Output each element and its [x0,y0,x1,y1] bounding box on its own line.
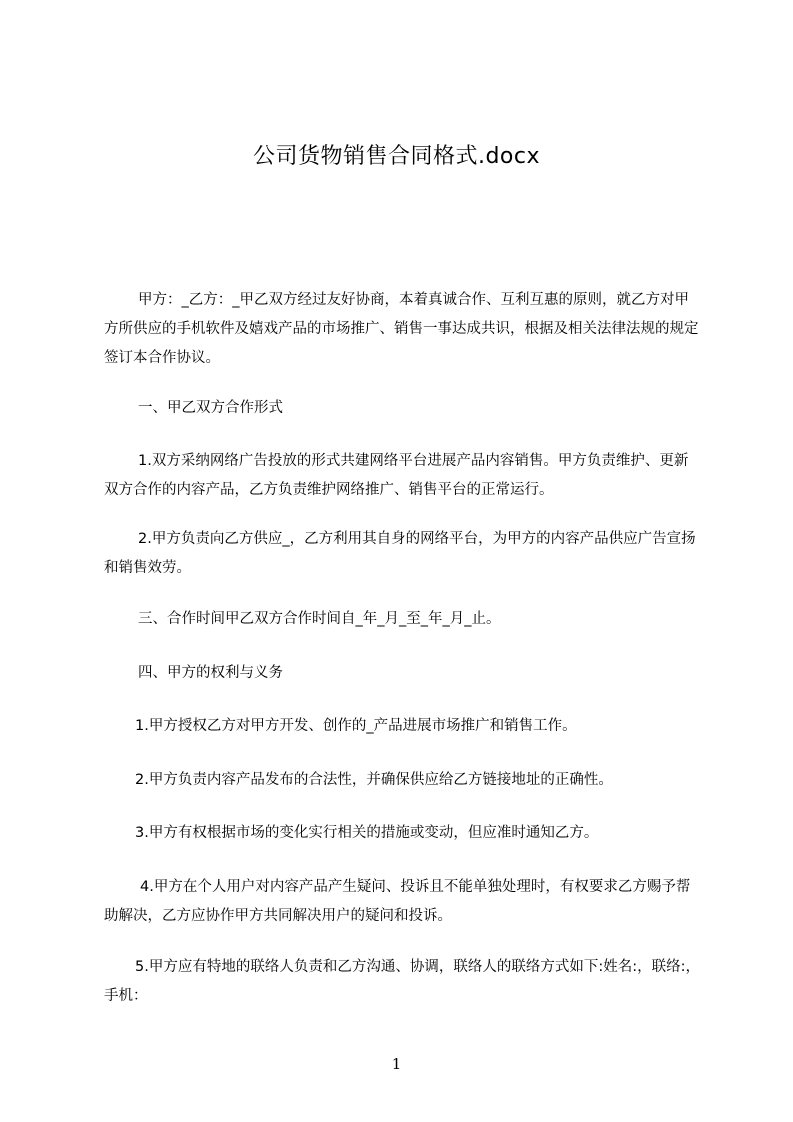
clause-4-3: 3.甲方有权根据市场的变化实行相关的措施或变动，但应准时通知乙方。 [135,825,599,841]
section-heading-cooperation-form: 一、甲乙双方合作形式 [138,400,283,416]
clause-4-2: 2.甲方负责内容产品发布的合法性，并确保供应给乙方链接地址的正确性。 [135,772,613,788]
section-heading-party-a-rights: 四、甲方的权利与义务 [138,665,283,681]
document-title: 公司货物销售合同格式.docx [252,144,541,169]
clause-1-1: 1.双方采纳网络广告投放的形式共建网络平台进展产品内容销售。甲方负责维护、更新双方合作的内容产品，乙方负责维护网络推广、销售平台的正常运行。 [104,453,689,498]
page-number: 1 [391,1055,402,1073]
clause-4-4: 4.甲方在个人用户对内容产品产生疑问、投诉且不能单独处理时，有权要求乙方赐予帮助解决，乙方应协作甲方共同解决用户的疑问和投诉。 [104,879,691,924]
intro-paragraph: 甲方：_乙方：_甲乙双方经过友好协商，本着真诚合作、互利互惠的原则，就乙方对甲方所供应的手机软件及嬉戏产品的市场推广、销售一事达成共识，根据及相关法律法规的规定签订本合作协议。 [104,292,699,366]
clause-4-1: 1.甲方授权乙方对甲方开发、创作的_产品进展市场推广和销售工作。 [135,718,577,734]
clause-4-5: 5.甲方应有特地的联络人负责和乙方沟通、协调，联络人的联络方式如下:姓名:，联络:，手机： [104,959,700,1004]
section-heading-cooperation-time: 三、合作时间甲乙双方合作时间自_年_月_至_年_月_止。 [138,611,501,627]
clause-1-2: 2.甲方负责向乙方供应_，乙方利用其自身的网络平台，为甲方的内容产品供应广告宣扬和销售效劳。 [104,531,696,576]
